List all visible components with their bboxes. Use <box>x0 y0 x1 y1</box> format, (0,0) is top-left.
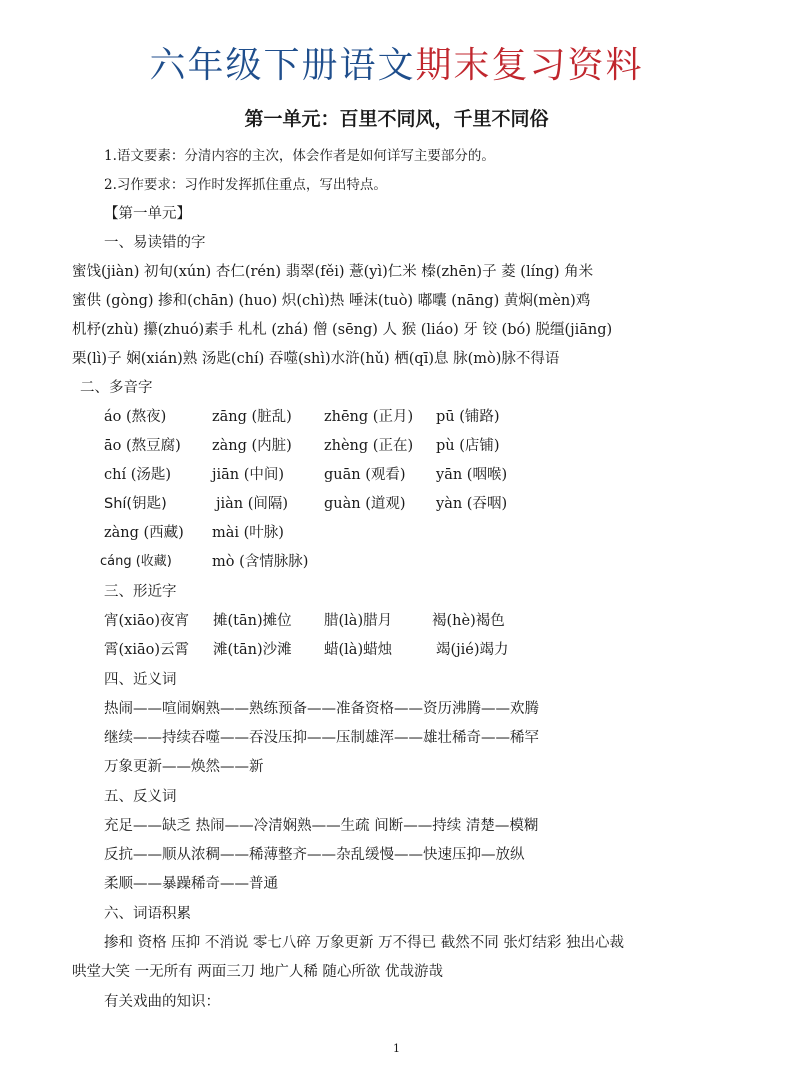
section-heading-similar-chars: 三、形近字 <box>104 584 177 600</box>
similar-char-cell: 摊(tān)摊位 <box>213 613 292 629</box>
polyphone-cell: yān (咽喉) <box>436 467 508 483</box>
similar-char-cell: 竭(jié)竭力 <box>436 642 509 658</box>
polyphone-cell: mò (含情脉脉) <box>212 554 309 570</box>
similar-char-cell: 宵(xiāo)夜宵 <box>104 613 190 629</box>
polyphone-cell: jiān (中间) <box>212 467 285 483</box>
synonyms-line-1: 热闹——喧闹娴熟——熟练预备——准备资格——资历沸腾——欢腾 <box>104 701 539 717</box>
misread-line-2: 蜜供 (gòng) 掺和(chān) (huo) 炽(chì)热 唾沫(tuò) 嘟囔 (nāng) 黄焖(mèn)鸡 <box>72 293 591 309</box>
polyphone-cell: yàn (吞咽) <box>436 496 508 512</box>
polyphone-cell: zāng (脏乱) <box>212 409 292 425</box>
section-heading-misread: 一、易读错的字 <box>104 235 206 251</box>
polyphone-cell: zhèng (正在) <box>324 438 414 454</box>
polyphone-cell: āo (熬豆腐) <box>104 438 181 454</box>
antonyms-line-1: 充足——缺乏 热闹——冷清娴熟——生疏 间断——持续 清楚—模糊 <box>104 818 539 834</box>
polyphone-cell: zhēng (正月) <box>324 409 414 425</box>
unit-subtitle: 第一单元：百里不同风，千里不同俗 <box>244 108 549 130</box>
polyphone-cell: Shí(钥匙) <box>104 496 167 512</box>
section-heading-polyphones: 二、多音字 <box>80 380 153 396</box>
section-heading-synonyms: 四、近义词 <box>104 672 177 688</box>
section-heading-vocabulary: 六、词语积累 <box>104 906 191 922</box>
similar-chars-row-1 <box>0 610 793 632</box>
antonyms-line-3: 柔顺——暴躁稀奇——普通 <box>104 876 278 892</box>
polyphone-row-6 <box>0 551 793 573</box>
similar-char-cell: 蜡(là)蜡烛 <box>324 642 393 658</box>
misread-line-3: 机杼(zhù) 攥(zhuó)素手 札札 (zhá) 僧 (sēng) 人 猴 (liáo) 牙 铰 (bó) 脱缰(jiāng) <box>72 322 613 338</box>
polyphone-cell: zàng (西藏) <box>104 525 184 541</box>
synonyms-line-2: 继续——持续吞噬——吞没压抑——压制雄浑——雄壮稀奇——稀罕 <box>104 730 539 746</box>
polyphone-row-2 <box>0 435 793 457</box>
misread-line-1: 蜜饯(jiàn) 初旬(xún) 杏仁(rén) 翡翠(fěi) 薏(yì)仁米 榛(zhēn)子 菱 (líng) 角米 <box>72 264 594 280</box>
polyphone-cell: cáng (收藏) <box>100 554 172 569</box>
title-part-blue: 六年级下册语文 <box>149 45 416 86</box>
polyphone-row-5 <box>0 522 793 544</box>
polyphone-cell: guàn (道观) <box>324 496 406 512</box>
similar-char-cell: 滩(tān)沙滩 <box>213 642 292 658</box>
synonyms-line-3: 万象更新——焕然——新 <box>104 759 264 775</box>
antonyms-line-2: 反抗——顺从浓稠——稀薄整齐——杂乱缓慢——快速压抑—放纵 <box>104 847 525 863</box>
section-heading-antonyms: 五、反义词 <box>104 789 177 805</box>
similar-chars-row-2 <box>0 639 793 661</box>
polyphone-cell: áo (熬夜) <box>104 409 167 425</box>
polyphone-cell: pū (铺路) <box>436 409 500 425</box>
similar-char-cell: 霄(xiāo)云霄 <box>104 642 190 658</box>
polyphone-cell: chí (汤匙) <box>104 467 172 483</box>
polyphone-row-4 <box>0 493 793 515</box>
polyphone-cell: pù (店铺) <box>436 438 500 454</box>
requirement-1: 1.语文要素：分清内容的主次，体会作者是如何详写主要部分的。 <box>104 148 495 164</box>
vocabulary-line-2: 哄堂大笑 一无所有 两面三刀 地广人稀 随心所欲 优哉游哉 <box>72 964 444 980</box>
polyphone-cell: jiàn (间隔) <box>216 496 289 512</box>
polyphone-row-3 <box>0 464 793 486</box>
misread-line-4: 栗(lì)子 娴(xián)熟 汤匙(chí) 吞噬(shì)水浒(hǔ) 栖(qī)息 脉(mò)脉不得语 <box>72 351 560 367</box>
polyphone-row-1 <box>0 406 793 428</box>
similar-char-cell: 腊(là)腊月 <box>324 613 393 629</box>
requirement-2: 2.习作要求：习作时发挥抓住重点，写出特点。 <box>104 177 387 193</box>
polyphone-cell: mài (叶脉) <box>212 525 284 541</box>
vocabulary-line-1: 掺和 资格 压抑 不消说 零七八碎 万象更新 万不得已 截然不同 张灯结彩 独出心裁 <box>104 935 624 951</box>
title-part-red: 期末复习资料 <box>415 45 644 86</box>
polyphone-cell: zàng (内脏) <box>212 438 292 454</box>
similar-char-cell: 褐(hè)褐色 <box>432 613 505 629</box>
polyphone-cell: guān (观看) <box>324 467 406 483</box>
page-title <box>0 40 793 92</box>
page-number: 1 <box>393 1042 400 1055</box>
unit-label: 【第一单元】 <box>104 206 191 222</box>
opera-knowledge-heading: 有关戏曲的知识： <box>104 994 220 1010</box>
